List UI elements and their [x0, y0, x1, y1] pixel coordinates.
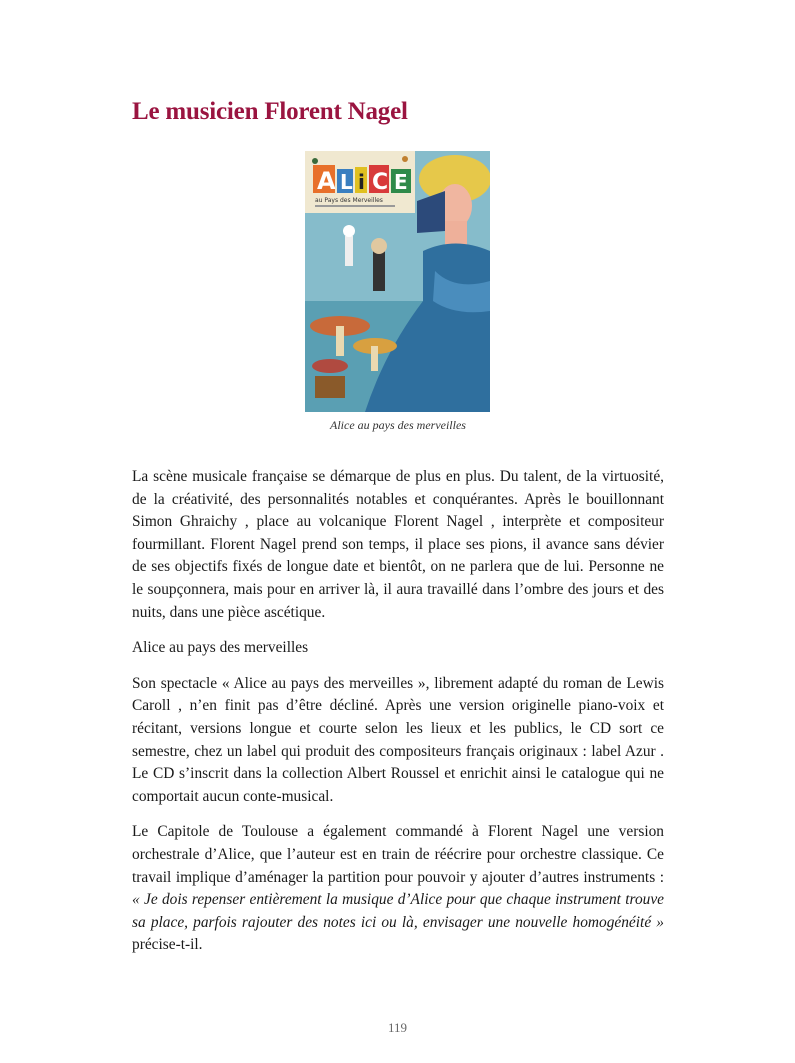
paragraph-3-quote: « Je dois repenser entièrement la musique d’Alice pour que chaque instrument trouve sa place, parfois rajouter des notes ici ou là, envisager une nouvelle homogénéité »	[132, 891, 664, 931]
paragraph-1: La scène musicale française se démarque de plus en plus. Du talent, de la virtuosité, de la créativité, des personnalités notables et conquérantes. Après le bouillonnant Simon Ghraichy , place au volcanique Florent Nagel , interprète et compositeur fourmillant. Florent Nagel prend son temps, il place ses pions, il avance sans dévier de ses objectifs fixés de longue date et bientôt, on ne parlera que de lui. Personne ne le soupçonnera, mais pour en arriver là, il aura travaillé dans l’ombre des jours et des nuits, dans une pièce ascétique.	[132, 468, 664, 621]
cover-chest	[315, 376, 345, 398]
svg-text:E: E	[394, 170, 408, 194]
svg-text:L: L	[340, 170, 353, 194]
svg-text:C: C	[372, 170, 389, 195]
paragraph-3-intro: Le Capitole de Toulouse a également commandé à Florent Nagel une version orchestrale d’Alice, que l’auteur est en train de réécrire pour orchestre classique. Ce travail implique d’aménager la partition pour pouvoir y ajouter d’autres instruments :	[132, 823, 664, 886]
cover-figure	[373, 251, 385, 291]
album-cover-image	[305, 151, 490, 412]
page-number: 119	[387, 1020, 408, 1035]
article-body	[132, 466, 664, 970]
page-title: Le musicien Florent Nagel	[132, 98, 408, 125]
image-caption: Alice au pays des merveilles	[330, 418, 466, 432]
svg-text:i: i	[358, 170, 365, 194]
paragraph-3	[132, 821, 664, 957]
svg-text:au Pays des Merveilles: au Pays des Merveilles	[315, 197, 383, 204]
paragraph-3-end: précise-t-il.	[132, 936, 203, 954]
svg-text:A: A	[317, 167, 336, 195]
section-subtitle: Alice au pays des merveilles	[132, 639, 309, 657]
paragraph-2: Son spectacle « Alice au pays des merveilles », librement adapté du roman de Lewis Caroll , n’en finit pas d’être décliné. Après une version originelle piano-voix et récitant, versions longue et courte selon les lieux et les publics, le CD sort ce semestre, chez un label qui produit des compositeurs français originaux : label Azur . Le CD s’inscrit dans la collection Albert Roussel et enrichit ainsi le catalogue qui ne comportait aucun conte-musical.	[132, 674, 664, 805]
